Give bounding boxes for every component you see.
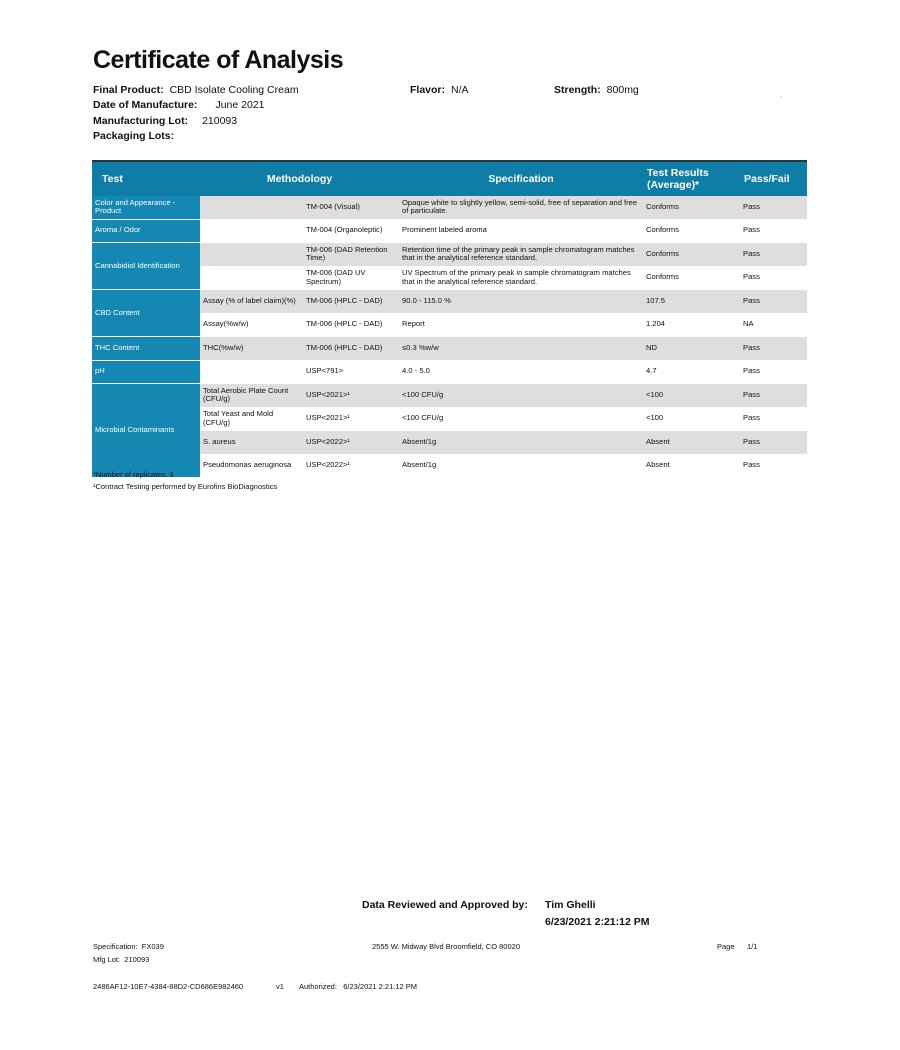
- footer-page-value: 1/1: [747, 942, 758, 951]
- pass-fail: Pass: [740, 454, 807, 478]
- result: 4.7: [643, 360, 740, 384]
- method: USP<2022>¹: [303, 454, 399, 478]
- table-row: [92, 431, 807, 455]
- test-name: Color and Appearance - Product: [92, 196, 200, 219]
- method: TM-004 (Visual): [303, 196, 399, 219]
- sub-test: [200, 266, 303, 290]
- table-row: [92, 384, 807, 408]
- result: Conforms: [643, 243, 740, 267]
- sub-test: Assay (% of label claim)(%): [200, 290, 303, 314]
- header-specification: Specification: [399, 161, 643, 196]
- page-title: Certificate of Analysis: [93, 46, 344, 74]
- strength-label: Strength:: [554, 84, 601, 96]
- pass-fail: Pass: [740, 290, 807, 314]
- table-row: [92, 219, 807, 243]
- footer-spec-value: FX039: [141, 942, 164, 951]
- flavor-label: Flavor:: [410, 84, 446, 96]
- result: ND: [643, 337, 740, 361]
- test-name: Cannabidiol Identification: [92, 243, 200, 290]
- date-value: June 2021: [215, 99, 265, 111]
- final-product-value: CBD Isolate Cooling Cream: [169, 84, 299, 96]
- footer-mfg-value: 210093: [124, 955, 150, 964]
- strength-value: 800mg: [606, 84, 639, 96]
- footer-mfg-lot: [93, 955, 149, 964]
- specification: Prominent labeled aroma: [399, 219, 643, 243]
- method: TM-006 (HPLC - DAD): [303, 313, 399, 337]
- specification: 4.0 - 5.0: [399, 360, 643, 384]
- pass-fail: Pass: [740, 337, 807, 361]
- pass-fail: Pass: [740, 360, 807, 384]
- result: Conforms: [643, 219, 740, 243]
- footer-page-label: Page: [717, 942, 735, 951]
- result: <100: [643, 407, 740, 431]
- header-test: Test: [92, 161, 200, 196]
- specification: <100 CFU/g: [399, 384, 643, 408]
- method: TM-006 (HPLC - DAD): [303, 337, 399, 361]
- flavor-value: N/A: [451, 84, 469, 96]
- footnote-contract: ¹Contract Testing performed by Eurofins BioDiagnostics: [93, 482, 278, 491]
- sub-test: S. aureus: [200, 431, 303, 455]
- footer-authorized: [299, 982, 417, 991]
- table-row: [92, 454, 807, 478]
- final-product-label: Final Product:: [93, 84, 164, 96]
- result: Absent: [643, 431, 740, 455]
- footer-version: v1: [276, 982, 284, 991]
- method: TM-006 (DAD Retention Time): [303, 243, 399, 267]
- pass-fail: Pass: [740, 243, 807, 267]
- packaging-line: [93, 130, 180, 142]
- specification: Retention time of the primary peak in sample chromatogram matches that in the analytical reference standard.: [399, 243, 643, 267]
- method: USP<2022>¹: [303, 431, 399, 455]
- test-name: THC Content: [92, 337, 200, 361]
- results-table: [92, 160, 807, 478]
- footer-spec-label: Specification:: [93, 942, 138, 951]
- test-name: Microbial Contaminants: [92, 384, 200, 478]
- sub-test: Total Aerobic Plate Count (CFU/g): [200, 384, 303, 408]
- specification: <100 CFU/g: [399, 407, 643, 431]
- table-row: [92, 337, 807, 361]
- sub-test: [200, 243, 303, 267]
- table-row: [92, 266, 807, 290]
- footnote-replicates: *Number of replicates: 3: [93, 470, 174, 479]
- final-product-line: [93, 84, 299, 96]
- approver-name: Tim Ghelli: [545, 899, 596, 911]
- footer-mfg-label: Mfg Lot:: [93, 955, 121, 964]
- footer-spec: [93, 942, 164, 951]
- table-row: [92, 313, 807, 337]
- footer-doc-id: 2486AF12-10E7-4384-88D2-CD686E982460: [93, 982, 244, 991]
- specification: Opaque white to slightly yellow, semi-solid, free of separation and free of particulate.: [399, 196, 643, 219]
- strength-line: [554, 84, 639, 96]
- sub-test: Assay(%w/w): [200, 313, 303, 337]
- sub-test: THC(%w/w): [200, 337, 303, 361]
- specification: ≤0.3 %w/w: [399, 337, 643, 361]
- sub-test: [200, 360, 303, 384]
- specification: Absent/1g: [399, 454, 643, 478]
- footer-page: [717, 942, 757, 951]
- result: Conforms: [643, 196, 740, 219]
- approval-label: Data Reviewed and Approved by:: [362, 899, 528, 911]
- corner-mark: .: [780, 90, 783, 99]
- result: 1.204: [643, 313, 740, 337]
- test-name: Aroma / Odor: [92, 219, 200, 243]
- method: TM-006 (DAD UV Spectrum): [303, 266, 399, 290]
- specification: Absent/1g: [399, 431, 643, 455]
- result: Absent: [643, 454, 740, 478]
- date-label: Date of Manufacture:: [93, 99, 198, 111]
- sub-test: Pseudomonas aeruginosa: [200, 454, 303, 478]
- lot-value: 210093: [202, 115, 238, 127]
- approval-date: 6/23/2021 2:21:12 PM: [545, 916, 650, 928]
- method: USP<791>: [303, 360, 399, 384]
- result: 107.5: [643, 290, 740, 314]
- test-name: pH: [92, 360, 200, 384]
- table-row: [92, 243, 807, 267]
- pass-fail: Pass: [740, 407, 807, 431]
- date-line: [93, 99, 264, 111]
- table-row: [92, 196, 807, 219]
- result: Conforms: [643, 266, 740, 290]
- sub-test: [200, 196, 303, 219]
- table-row: [92, 290, 807, 314]
- result: <100: [643, 384, 740, 408]
- specification: 90.0 - 115.0 %: [399, 290, 643, 314]
- sub-test: [200, 219, 303, 243]
- pass-fail: Pass: [740, 196, 807, 219]
- table-header-row: [92, 161, 807, 196]
- test-name: CBD Content: [92, 290, 200, 337]
- footer-address: 2555 W. Midway Blvd Broomfield, CO 80020: [372, 942, 520, 951]
- method: TM-006 (HPLC - DAD): [303, 290, 399, 314]
- packaging-label: Packaging Lots:: [93, 130, 175, 142]
- specification: Report: [399, 313, 643, 337]
- lot-line: [93, 115, 237, 127]
- header-test-results: Test Results (Average)*: [643, 161, 740, 196]
- pass-fail: Pass: [740, 384, 807, 408]
- header-pass-fail: Pass/Fail: [740, 161, 807, 196]
- specification: UV Spectrum of the primary peak in sample chromatogram matches that in the analytical reference standard.: [399, 266, 643, 290]
- footer-authorized-label: Authorized:: [299, 982, 337, 991]
- footer-authorized-value: 6/23/2021 2:21:12 PM: [343, 982, 418, 991]
- table-row: [92, 407, 807, 431]
- sub-test: Total Yeast and Mold (CFU/g): [200, 407, 303, 431]
- lot-label: Manufacturing Lot:: [93, 115, 189, 127]
- pass-fail: Pass: [740, 431, 807, 455]
- header-methodology: Methodology: [200, 161, 399, 196]
- method: USP<2021>¹: [303, 407, 399, 431]
- pass-fail: Pass: [740, 219, 807, 243]
- flavor-line: [410, 84, 469, 96]
- method: USP<2021>¹: [303, 384, 399, 408]
- method: TM-004 (Organoleptic): [303, 219, 399, 243]
- pass-fail: NA: [740, 313, 807, 337]
- table-row: [92, 360, 807, 384]
- pass-fail: Pass: [740, 266, 807, 290]
